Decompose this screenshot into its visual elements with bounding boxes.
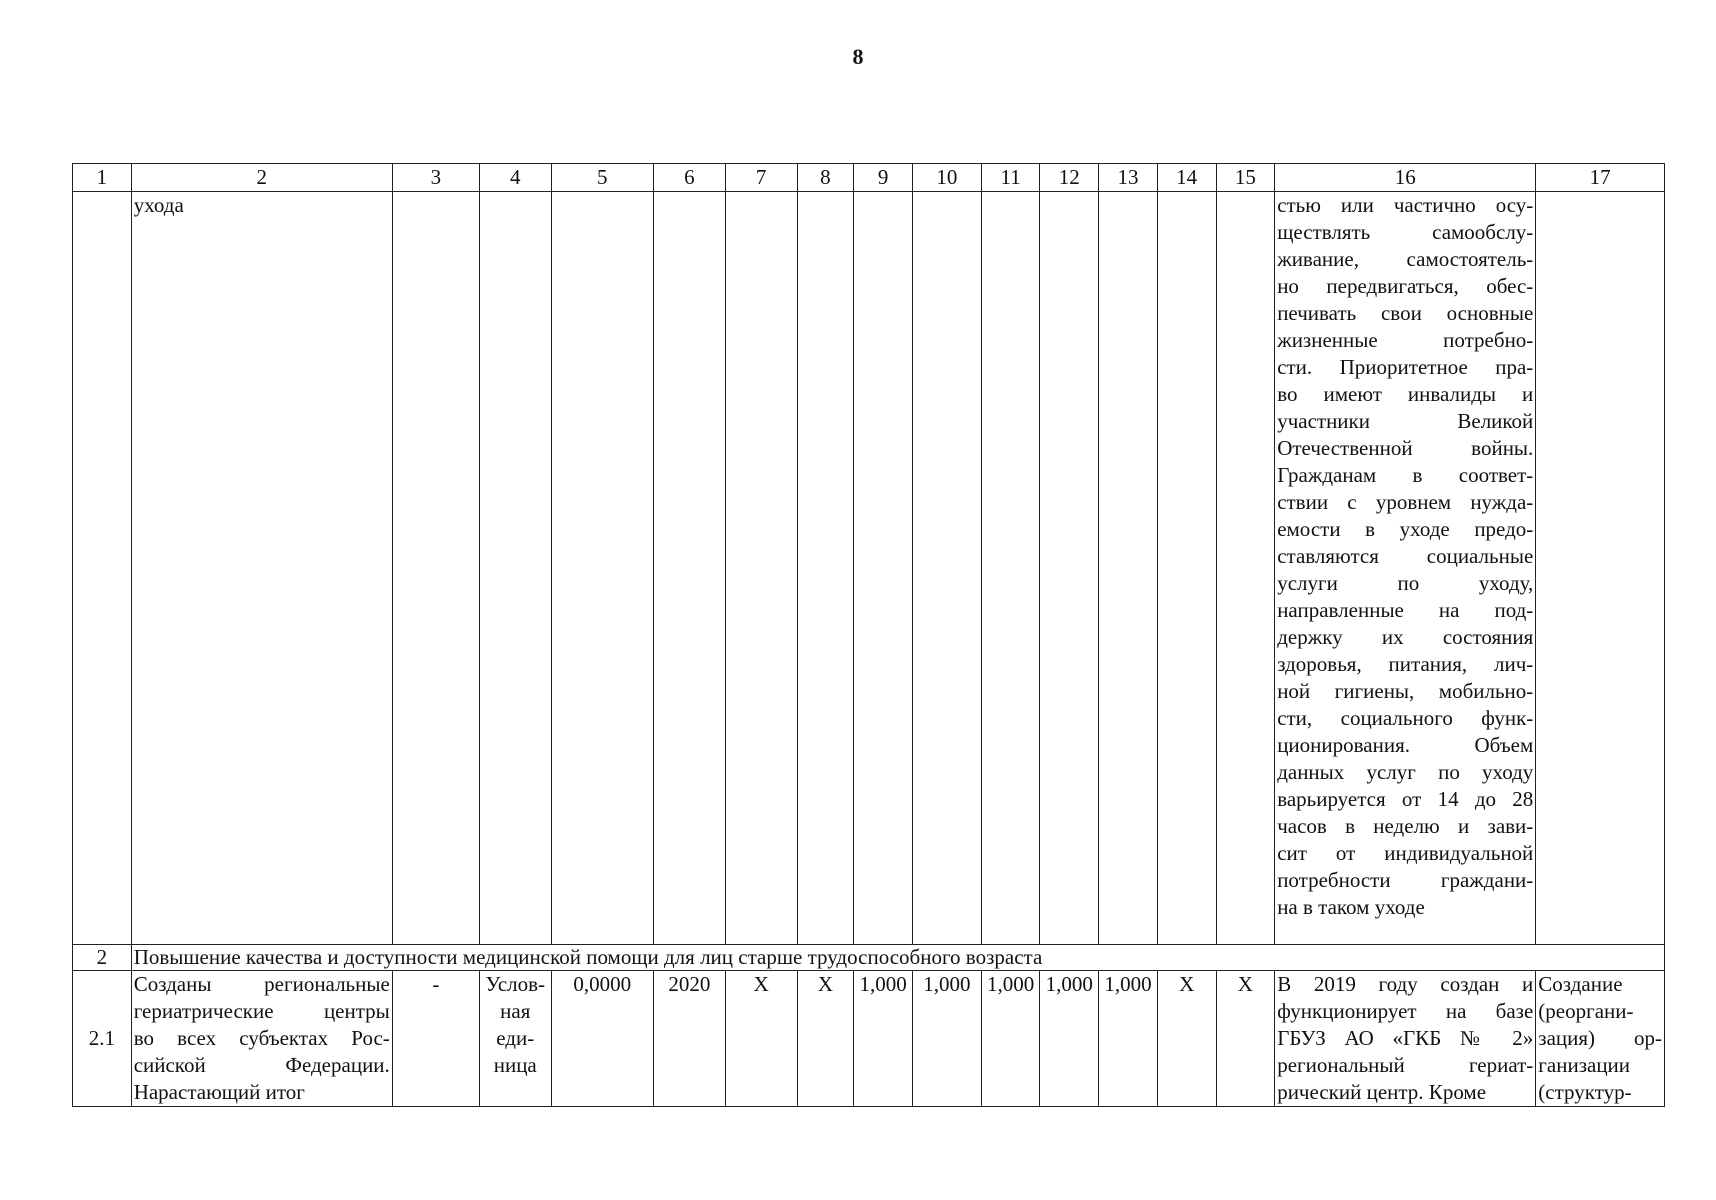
text-line: ставляются социальные [1277, 544, 1534, 568]
text-line: сит от индивидуальной [1277, 841, 1534, 865]
comment-cell [1275, 971, 1536, 1107]
unit-cell [479, 971, 551, 1107]
section-number: 2 [73, 945, 132, 971]
header-cell: 17 [1536, 164, 1665, 192]
header-cell: 12 [1040, 164, 1099, 192]
text-line: ществлять самообслу- [1277, 220, 1534, 244]
text-line: сийской Федерации. [133, 1053, 390, 1077]
table-cell [653, 192, 725, 945]
base-value-cell: - [392, 971, 479, 1107]
text-line: стью или частично осу- [1277, 193, 1534, 217]
header-cell: 8 [797, 164, 854, 192]
table-cell [981, 192, 1040, 945]
text-line: во всех субъектах Рос- [133, 1026, 390, 1050]
header-cell: 10 [912, 164, 981, 192]
header-cell: 6 [653, 164, 725, 192]
text-line: услуги по уходу, [1277, 571, 1534, 595]
header-cell: 2 [131, 164, 392, 192]
text-line: Услов- [485, 972, 546, 996]
notes-cell [1536, 971, 1665, 1107]
table-cell [1099, 192, 1158, 945]
table-cell [1216, 192, 1275, 945]
indicators-table [72, 163, 1665, 1107]
table-cell [854, 192, 913, 945]
text-line: потребности граждани- [1277, 868, 1534, 892]
table-cell [912, 192, 981, 945]
page-number: 8 [852, 44, 864, 69]
comment-cell [1275, 192, 1536, 945]
text-line: (реоргани- [1538, 999, 1634, 1023]
table-row [73, 192, 1665, 945]
header-cell: 14 [1157, 164, 1216, 192]
indicator-name-cell [131, 971, 392, 1107]
header-cell: 11 [981, 164, 1040, 192]
text-line: ная [500, 999, 531, 1023]
table-cell [1536, 192, 1665, 945]
text-line: емости в уходе предо- [1277, 517, 1534, 541]
table-cell [725, 192, 797, 945]
year-cell: 2020 [653, 971, 725, 1107]
table-cell [797, 192, 854, 945]
text-line: Отечественной войны. [1277, 436, 1534, 460]
indicator-name-cell: ухода [131, 192, 392, 945]
value-cell: 1,000 [1099, 971, 1158, 1107]
text-line: ница [493, 1053, 537, 1077]
text-line: Гражданам в соответ- [1277, 463, 1534, 487]
header-cell: 15 [1216, 164, 1275, 192]
text-line: рический центр. Кроме [1277, 1080, 1487, 1104]
text-line: живание, самостоятель- [1277, 247, 1534, 271]
header-cell: 7 [725, 164, 797, 192]
header-cell: 13 [1099, 164, 1158, 192]
header-row [73, 164, 1665, 192]
value-cell: Х [1216, 971, 1275, 1107]
text-line: функционирует на базе [1277, 999, 1534, 1023]
table-row [73, 971, 1665, 1107]
row-number: 2.1 [73, 971, 132, 1107]
table-cell [392, 192, 479, 945]
text-line: сти. Приоритетное пра- [1277, 355, 1534, 379]
text-line: ной гигиены, мобильно- [1277, 679, 1534, 703]
text-line: здоровья, питания, лич- [1277, 652, 1534, 676]
text-line: ганизации [1538, 1053, 1631, 1077]
section-row [73, 945, 1665, 971]
text-line: направленные на под- [1277, 598, 1534, 622]
value-cell: Х [797, 971, 854, 1107]
text-line: жизненные потребно- [1277, 328, 1534, 352]
text-line: но передвигаться, обес- [1277, 274, 1534, 298]
text-line: сти, социального функ- [1277, 706, 1534, 730]
value-cell: Х [1157, 971, 1216, 1107]
text-line: данных услуг по уходу [1277, 760, 1534, 784]
value-cell: 0,0000 [551, 971, 653, 1107]
header-cell: 16 [1275, 164, 1536, 192]
text-line: Нарастающий итог [133, 1080, 305, 1104]
text-line: часов в неделю и зави- [1277, 814, 1534, 838]
value-cell: 1,000 [854, 971, 913, 1107]
value-cell: 1,000 [981, 971, 1040, 1107]
table-cell [551, 192, 653, 945]
value-cell: 1,000 [1040, 971, 1099, 1107]
header-cell: 9 [854, 164, 913, 192]
table-cell [1040, 192, 1099, 945]
table-cell [479, 192, 551, 945]
text-line: еди- [496, 1026, 535, 1050]
header-cell: 3 [392, 164, 479, 192]
text-line: участники Великой [1277, 409, 1534, 433]
text-line: В 2019 году создан и [1277, 972, 1534, 996]
value-cell: 1,000 [912, 971, 981, 1107]
text-line: Создание [1538, 972, 1623, 996]
table-cell [1157, 192, 1216, 945]
value-cell: Х [725, 971, 797, 1107]
text-line: региональный гериат- [1277, 1053, 1534, 1077]
section-title: Повышение качества и доступности медицинской помощи для лиц старше трудоспособного возраста [131, 945, 1664, 971]
text-line: держку их состояния [1277, 625, 1534, 649]
text-line: ционирования. Объем [1277, 733, 1534, 757]
text-line: Созданы региональные [133, 972, 390, 996]
header-cell: 5 [551, 164, 653, 192]
text-line: варьируется от 14 до 28 [1277, 787, 1534, 811]
text-line: гериатрические центры [133, 999, 390, 1023]
table-cell [73, 192, 132, 945]
header-cell: 4 [479, 164, 551, 192]
header-cell: 1 [73, 164, 132, 192]
text-line: на в таком уходе [1277, 895, 1425, 919]
text-line: ствии с уровнем нужда- [1277, 490, 1534, 514]
text-line: зация) ор- [1538, 1026, 1662, 1050]
text-line: во имеют инвалиды и [1277, 382, 1534, 406]
text-line: ГБУЗ АО «ГКБ № 2» [1277, 1026, 1534, 1050]
text-line: (структур- [1538, 1080, 1632, 1104]
text-line: печивать свои основные [1277, 301, 1534, 325]
